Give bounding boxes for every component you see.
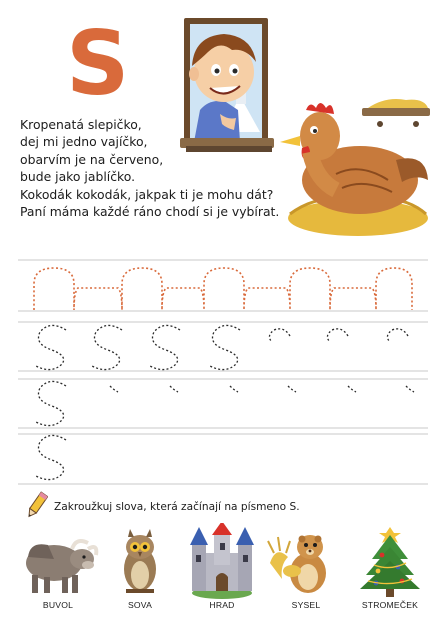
title-letter: S (66, 12, 130, 115)
picture-label: STROMEČEK (361, 600, 419, 610)
picture-label: HRAD (209, 600, 235, 610)
letter-s-trace-row-2[interactable] (36, 381, 414, 425)
poem-line: dej mi jedno vajíčko, (20, 134, 148, 150)
pencil-icon (26, 490, 48, 520)
poem-line: Paní máma každé ráno chodí si je vybírat. (20, 204, 280, 220)
letter-s-trace-row-1[interactable] (36, 325, 408, 369)
poem-line: Kokodák kokodák, jakpak ti je mohu dát? (20, 186, 274, 202)
picture-item-hrad[interactable] (178, 523, 266, 623)
wave-trace-line[interactable] (34, 268, 412, 310)
handwriting-practice-area (0, 250, 445, 486)
picture-label: SOVA (127, 600, 153, 610)
picture-label: BUVOL (42, 600, 74, 610)
picture-item-sova[interactable] (96, 523, 184, 623)
poem-line: bude jako jablíčko. (20, 169, 136, 185)
picture-item-stromecek[interactable] (346, 523, 434, 623)
letter-s-trace-row-3[interactable] (36, 435, 66, 479)
picture-item-sysel[interactable] (262, 523, 350, 623)
picture-item-buvol[interactable] (14, 523, 102, 623)
castle-icon (178, 523, 266, 599)
guide-lines (18, 260, 428, 484)
picture-label: SYSEL (291, 600, 321, 610)
boy-in-window-illustration (180, 14, 280, 164)
marmot-icon (262, 523, 350, 599)
instruction-text: Zakroužkuj slova, která začínají na písmeno S. (54, 501, 300, 513)
hen-illustration (276, 90, 436, 240)
owl-icon (96, 523, 184, 599)
poem-line: obarvím je na červeno, (20, 151, 164, 167)
poem-line: Kropenatá slepičko, (20, 117, 142, 132)
christmas-tree-icon (346, 523, 434, 599)
buffalo-icon (14, 523, 102, 599)
